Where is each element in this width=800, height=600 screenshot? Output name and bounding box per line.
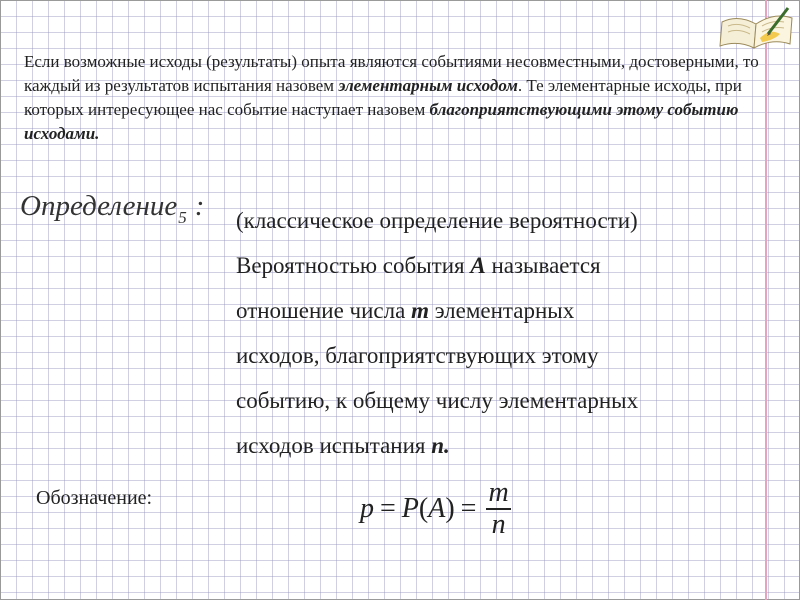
n-var: n. xyxy=(431,433,450,458)
intro-text-1: Если возможные исходы (результаты) опыта являются событиями несовместными, достоверными, то каждый из результатов испытания назовем xyxy=(24,52,759,95)
definition-body xyxy=(236,198,776,468)
formula-equals-1: = xyxy=(380,493,396,524)
definition-line-2-tail: называется xyxy=(485,253,601,278)
definition-word: Определение xyxy=(20,190,178,222)
definition-line-3-text: отношение числа xyxy=(236,298,412,323)
intro-paragraph xyxy=(24,50,764,146)
term-elementary-outcome: элементарным исходом xyxy=(338,76,518,95)
formula-denominator: n xyxy=(491,509,506,540)
formula-P: P xyxy=(401,493,419,524)
definition-line-4: исходов, благоприятствующих этому xyxy=(236,343,599,368)
m-var: m xyxy=(411,298,429,323)
open-book-with-pencil-icon xyxy=(718,4,796,52)
notation-label: Обозначение: xyxy=(36,487,153,509)
formula-p: p xyxy=(360,493,374,524)
formula-numerator: m xyxy=(488,477,509,508)
definition-line-3 xyxy=(236,288,776,333)
definition-line-5: событию, к общему числу элементарных xyxy=(236,388,639,413)
probability-formula xyxy=(360,478,511,540)
formula-fraction xyxy=(486,478,510,540)
definition-line-6-text: исходов испытания xyxy=(236,433,432,458)
definition-line-3-tail: элементарных xyxy=(428,298,575,323)
formula-A: A xyxy=(428,493,446,524)
formula-rparen: ) xyxy=(445,493,455,524)
intro-text-2: . Те элементарные исходы, при которых интересующее нас событие наступает назовем xyxy=(24,76,742,119)
term-favorable-outcomes: благоприятствующими этому событию исходами. xyxy=(24,100,739,143)
definition-line-2-text: Вероятностью события xyxy=(236,253,471,278)
definition-colon: : xyxy=(194,190,205,222)
definition-line-6 xyxy=(236,423,776,468)
event-a-var: А xyxy=(470,253,486,278)
formula-equals-2: = xyxy=(460,493,477,524)
definition-number: 5 xyxy=(178,208,187,227)
definition-label xyxy=(20,190,204,228)
definition-line-2 xyxy=(236,243,776,288)
definition-line-1: (классическое определение вероятности) xyxy=(236,208,638,233)
formula-lparen: ( xyxy=(418,493,429,524)
